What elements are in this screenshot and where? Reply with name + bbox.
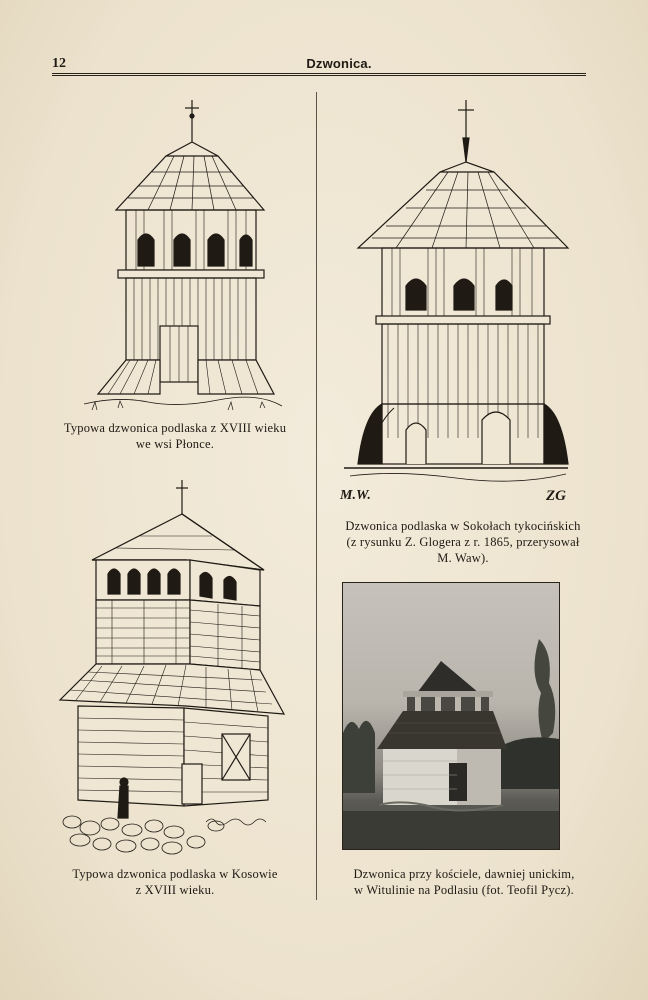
kosow-belfry-drawing — [56, 478, 288, 862]
figure-kosow-belfry — [56, 478, 288, 862]
signature-zg — [546, 488, 566, 505]
signature-right: ZG — [546, 488, 566, 504]
page-number: 12 — [52, 56, 66, 71]
caption-plonka — [40, 420, 310, 452]
header-rule — [52, 73, 586, 76]
column-divider — [316, 92, 317, 900]
caption-line: M. Waw). — [437, 551, 489, 565]
figure-plonka-belfry — [78, 98, 284, 416]
caption-sokoly — [320, 518, 606, 566]
caption-line: we wsi Płonce. — [135, 437, 215, 451]
caption-kosow — [40, 866, 310, 898]
caption-line: Dzwonica podlaska w Sokołach tykocińskich — [345, 519, 581, 533]
signature-left: M.W. — [340, 488, 371, 503]
figure-sokoly-belfry — [336, 98, 576, 508]
running-head: Dzwonica. — [306, 56, 372, 71]
caption-line: Typowa dzwonica podlaska z XVIII wieku — [63, 421, 287, 435]
caption-line: Dzwonica przy kościele, dawniej unickim, — [353, 867, 575, 881]
caption-line: (z rysunku Z. Glogera z r. 1865, przerysował — [346, 535, 580, 549]
witulin-belfry-photo — [343, 583, 559, 849]
caption-line: w Witulinie na Podlasiu (fot. Teofil Pycz). — [354, 883, 574, 897]
signature-mw — [340, 488, 371, 504]
sokoly-belfry-drawing — [336, 98, 576, 508]
caption-witulin — [318, 866, 610, 898]
caption-line: z XVIII wieku. — [135, 883, 215, 897]
caption-line: Typowa dzwonica podlaska w Kosowie — [72, 867, 278, 881]
plonka-belfry-drawing — [78, 98, 284, 416]
photo-witulin-belfry — [342, 582, 560, 850]
